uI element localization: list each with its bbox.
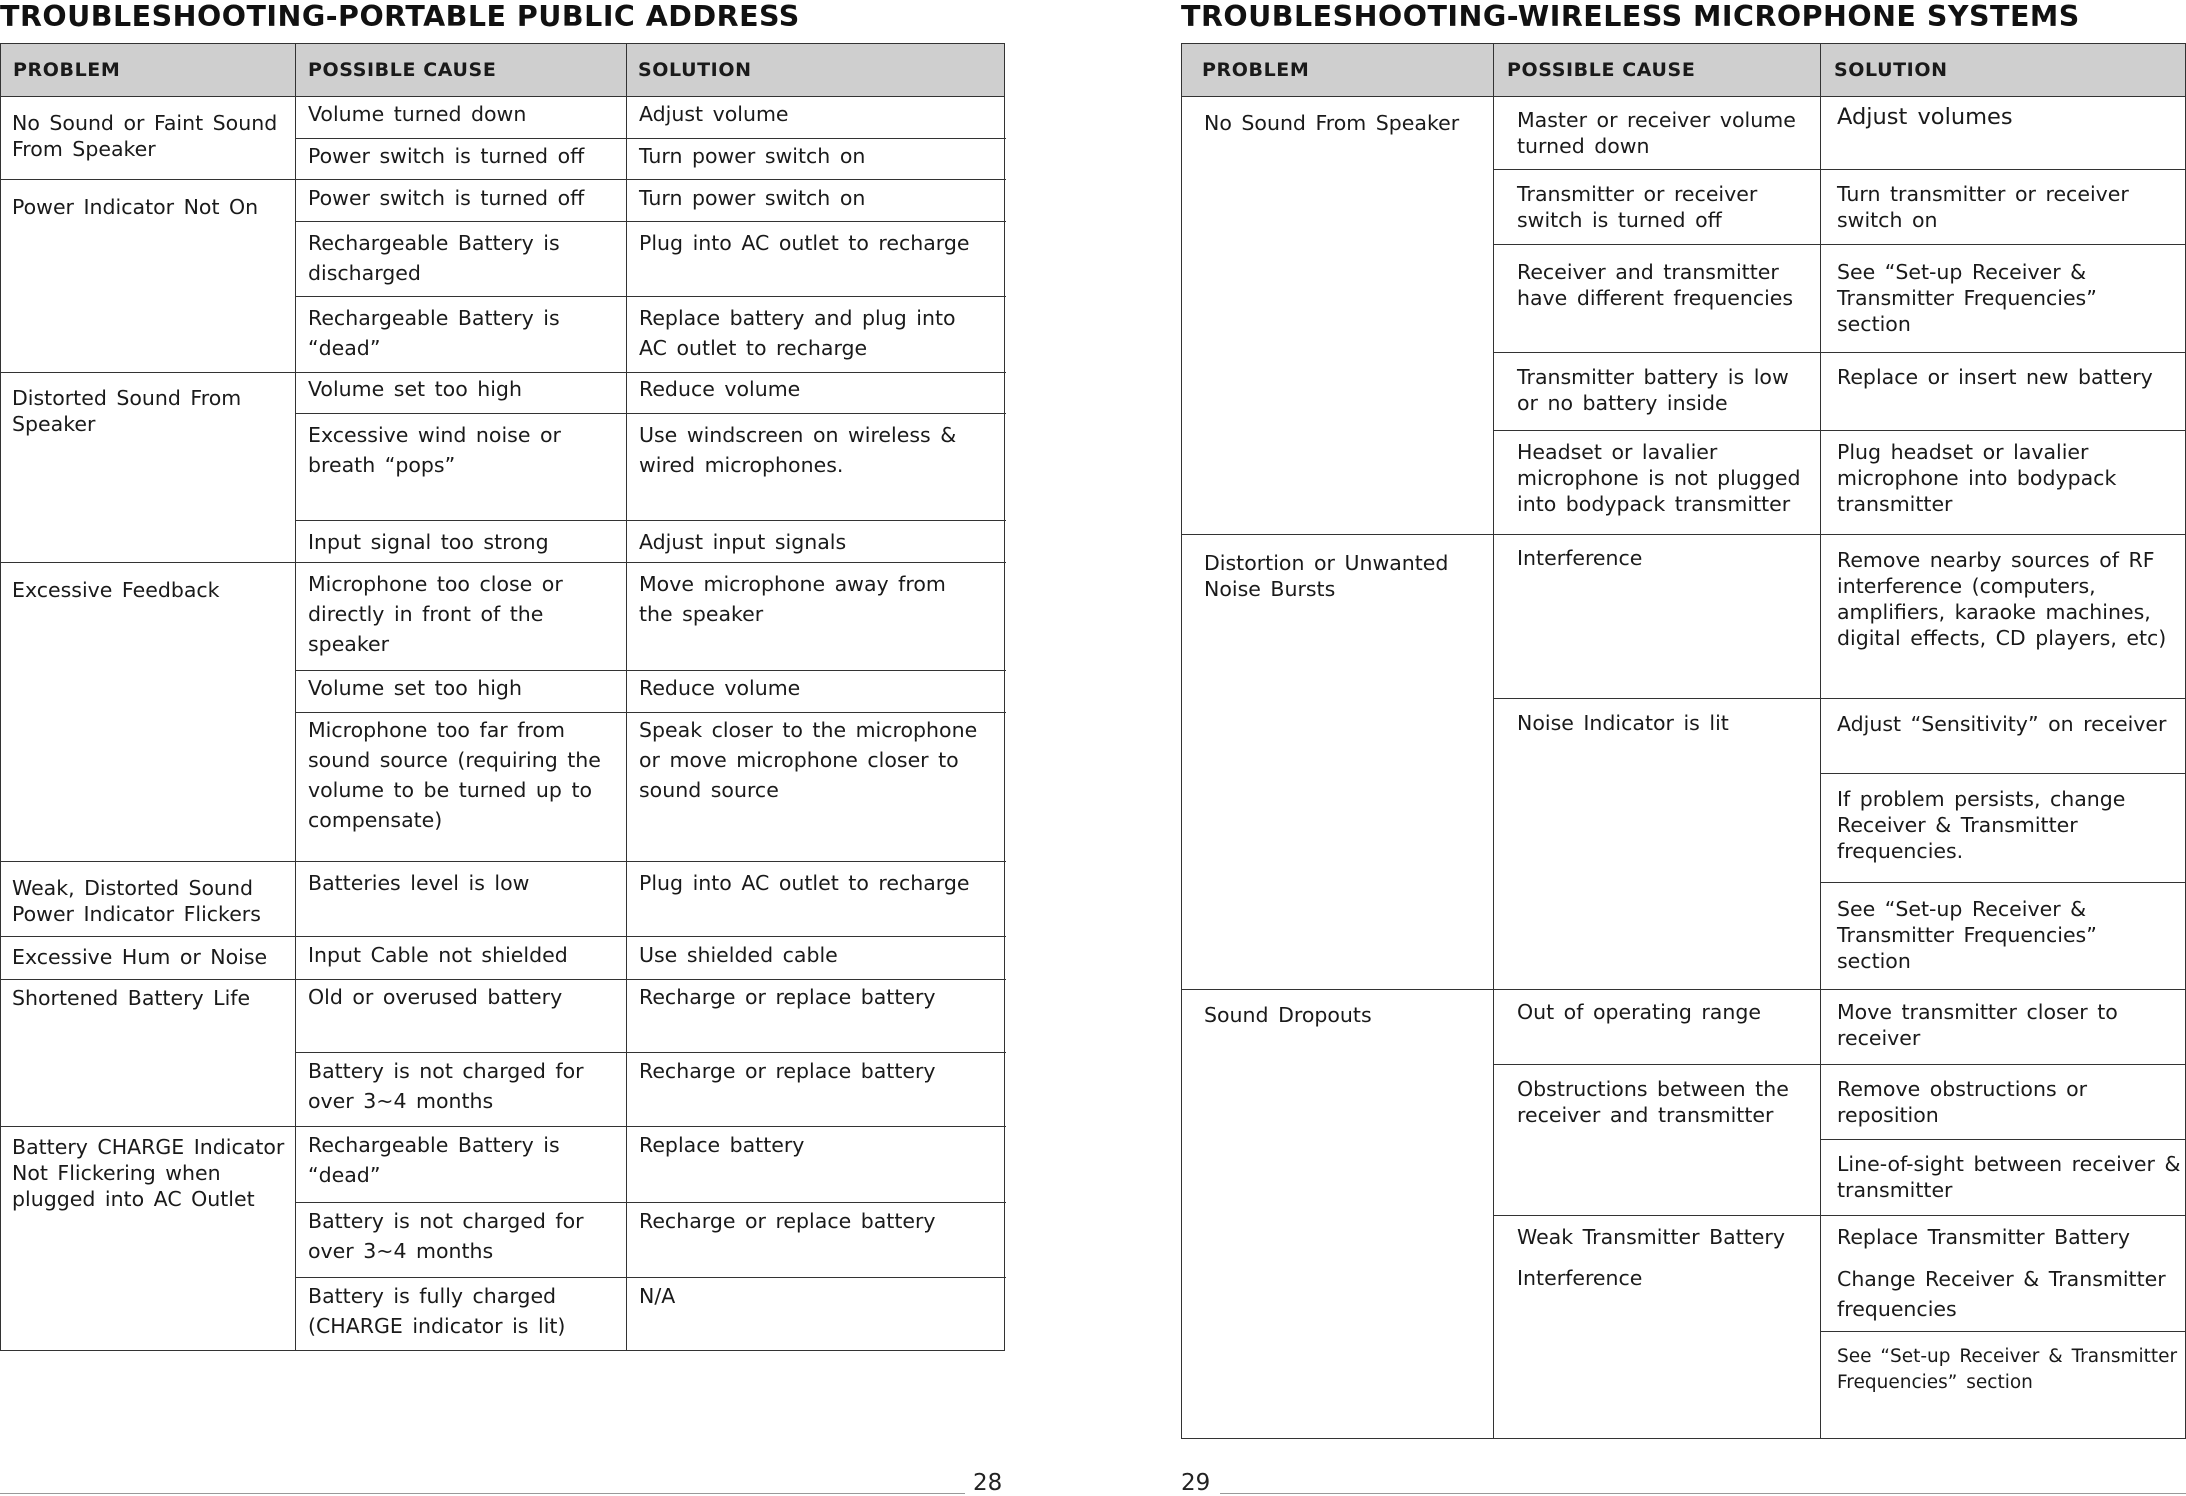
solution-cell: If problem persists, change Receiver & Transmitter frequencies. <box>1837 787 2126 863</box>
cause-cell: Obstructions between the receiver and transmitter <box>1517 1077 1789 1127</box>
page-number: 28 <box>973 1470 1003 1496</box>
cause-cell: Headset or lavalier microphone is not plugged into bodypack transmitter <box>1517 440 1801 516</box>
cause-cell: Transmitter or receiver switch is turned off <box>1517 182 1758 232</box>
cause-cell: Power switch is turned off <box>308 144 585 168</box>
cause-cell: Battery is not charged for over 3~4 months <box>308 1059 584 1113</box>
solution-cell: Replace battery and plug into AC outlet to recharge <box>639 306 956 360</box>
cause-cell: Weak Transmitter Battery <box>1517 1225 1785 1249</box>
row-divider <box>1 979 1006 980</box>
row-divider <box>295 413 1006 414</box>
problem-cell: Excessive Hum or Noise <box>12 945 268 969</box>
cause-cell: Battery is not charged for over 3~4 months <box>308 1209 584 1263</box>
row-divider <box>295 1277 1006 1278</box>
solution-cell: Adjust volumes <box>1837 104 2013 130</box>
row-divider <box>1 562 1006 563</box>
row-divider <box>1182 989 2186 990</box>
problem-cell: Power Indicator Not On <box>12 195 259 219</box>
cause-cell: Interference <box>1517 1266 1643 1290</box>
solution-cell: Replace battery <box>639 1133 805 1157</box>
cause-cell: Out of operating range <box>1517 1000 1761 1024</box>
solution-cell: Replace Transmitter Battery <box>1837 1225 2130 1249</box>
row-divider <box>1820 773 2186 774</box>
pa-troubleshooting-table <box>0 43 1005 1351</box>
cause-cell: Rechargeable Battery is discharged <box>308 231 560 285</box>
solution-cell: Turn power switch on <box>639 186 866 210</box>
solution-cell: Reduce volume <box>639 377 801 401</box>
row-divider <box>295 138 1006 139</box>
header-possible-cause: POSSIBLE CAUSE <box>1507 59 1696 81</box>
cause-cell: Microphone too far from sound source (requiring the volume to be turned up to compensate) <box>308 718 601 832</box>
solution-cell: Plug into AC outlet to recharge <box>639 231 970 255</box>
solution-cell: Move transmitter closer to receiver <box>1837 1000 2118 1050</box>
row-divider <box>295 670 1006 671</box>
cause-cell: Noise Indicator is lit <box>1517 711 1729 735</box>
solution-cell: Adjust volume <box>639 102 789 126</box>
header-problem: PROBLEM <box>13 59 121 81</box>
table-header <box>1 44 1004 97</box>
solution-cell: Plug into AC outlet to recharge <box>639 871 970 895</box>
solution-cell: Turn transmitter or receiver switch on <box>1837 182 2129 232</box>
wireless-troubleshooting-table <box>1181 43 2186 1439</box>
solution-cell: Recharge or replace battery <box>639 1209 936 1233</box>
problem-cell: No Sound From Speaker <box>1204 111 1460 135</box>
problem-cell: Shortened Battery Life <box>12 986 251 1010</box>
cause-cell: Receiver and transmitter have different frequencies <box>1517 260 1794 310</box>
row-divider <box>1 372 1006 373</box>
header-possible-cause: POSSIBLE CAUSE <box>308 59 497 81</box>
solution-cell: N/A <box>639 1284 676 1308</box>
solution-cell: Replace or insert new battery <box>1837 365 2153 389</box>
row-divider <box>1493 169 2186 170</box>
cause-cell: Volume set too high <box>308 676 522 700</box>
solution-cell: See “Set-up Receiver & Transmitter Frequencies” section <box>1837 260 2097 336</box>
solution-cell: Move microphone away from the speaker <box>639 572 946 626</box>
solution-cell: Speak closer to the microphone or move microphone closer to sound source <box>639 718 978 802</box>
problem-cell: Weak, Distorted Sound Power Indicator Flickers <box>12 876 261 926</box>
row-divider <box>1493 244 2186 245</box>
cause-cell: Volume set too high <box>308 377 522 401</box>
cause-cell: Batteries level is low <box>308 871 530 895</box>
solution-cell: Plug headset or lavalier microphone into bodypack transmitter <box>1837 440 2117 516</box>
row-divider <box>1493 430 2186 431</box>
row-divider <box>1820 1139 2186 1140</box>
cause-cell: Power switch is turned off <box>308 186 585 210</box>
solution-cell: Recharge or replace battery <box>639 1059 936 1083</box>
column-divider <box>1820 44 1821 1438</box>
row-divider <box>1 1126 1006 1127</box>
solution-cell: Remove nearby sources of RF interference (computers, amplifiers, karaoke machines, digital effects, CD players, etc) <box>1837 548 2167 650</box>
row-divider <box>1493 352 2186 353</box>
row-divider <box>295 1202 1006 1203</box>
right-page-title: TROUBLESHOOTING-WIRELESS MICROPHONE SYSTEMS <box>1181 0 2080 33</box>
solution-cell: Use windscreen on wireless & wired microphones. <box>639 423 957 477</box>
row-divider <box>295 1052 1006 1053</box>
solution-cell: See “Set-up Receiver & Transmitter Frequencies” section <box>1837 897 2097 973</box>
cause-cell: Volume turned down <box>308 102 527 126</box>
row-divider <box>1493 1064 2186 1065</box>
header-solution: SOLUTION <box>1834 59 1948 81</box>
row-divider <box>295 712 1006 713</box>
cause-cell: Rechargeable Battery is “dead” <box>308 1133 560 1187</box>
table-header <box>1182 44 2185 97</box>
cause-cell: Master or receiver volume turned down <box>1517 108 1796 158</box>
header-problem: PROBLEM <box>1202 59 1310 81</box>
problem-cell: Excessive Feedback <box>12 578 220 602</box>
problem-cell: No Sound or Faint Sound From Speaker <box>12 111 278 161</box>
solution-cell: See “Set-up Receiver & Transmitter Frequencies” section <box>1837 1346 2178 1393</box>
cause-cell: Input Cable not shielded <box>308 943 568 967</box>
row-divider <box>1182 534 2186 535</box>
row-divider <box>1493 698 2186 699</box>
column-divider <box>295 44 296 1350</box>
solution-cell: Adjust input signals <box>639 530 847 554</box>
row-divider <box>1 861 1006 862</box>
column-divider <box>626 44 627 1350</box>
solution-cell: Remove obstructions or reposition <box>1837 1077 2088 1127</box>
solution-cell: Use shielded cable <box>639 943 838 967</box>
column-divider <box>1493 44 1494 1438</box>
cause-cell: Old or overused battery <box>308 985 563 1009</box>
solution-cell: Recharge or replace battery <box>639 985 936 1009</box>
problem-cell: Sound Dropouts <box>1204 1003 1372 1027</box>
row-divider <box>295 296 1006 297</box>
cause-cell: Excessive wind noise or breath “pops” <box>308 423 561 477</box>
cause-cell: Rechargeable Battery is “dead” <box>308 306 560 360</box>
cause-cell: Battery is fully charged (CHARGE indicator is lit) <box>308 1284 566 1338</box>
cause-cell: Transmitter battery is low or no battery inside <box>1517 365 1789 415</box>
row-divider <box>1 936 1006 937</box>
row-divider <box>295 520 1006 521</box>
cause-cell: Microphone too close or directly in front of the speaker <box>308 572 563 656</box>
problem-cell: Battery CHARGE Indicator Not Flickering when plugged into AC Outlet <box>12 1135 285 1211</box>
row-divider <box>1493 1215 2186 1216</box>
page-number: 29 <box>1181 1470 1211 1496</box>
row-divider <box>295 221 1006 222</box>
solution-cell: Adjust “Sensitivity” on receiver <box>1837 712 2167 736</box>
solution-cell: Change Receiver & Transmitter frequencies <box>1837 1267 2166 1321</box>
row-divider <box>1820 1331 2186 1332</box>
problem-cell: Distortion or Unwanted Noise Bursts <box>1204 551 1449 601</box>
solution-cell: Turn power switch on <box>639 144 866 168</box>
row-divider <box>1 179 1006 180</box>
cause-cell: Input signal too strong <box>308 530 549 554</box>
solution-cell: Line-of-sight between receiver & transmitter <box>1837 1152 2181 1202</box>
problem-cell: Distorted Sound From Speaker <box>12 386 242 436</box>
left-page-title: TROUBLESHOOTING-PORTABLE PUBLIC ADDRESS <box>0 0 800 33</box>
solution-cell: Reduce volume <box>639 676 801 700</box>
cause-cell: Interference <box>1517 546 1643 570</box>
header-solution: SOLUTION <box>638 59 752 81</box>
row-divider <box>1820 882 2186 883</box>
